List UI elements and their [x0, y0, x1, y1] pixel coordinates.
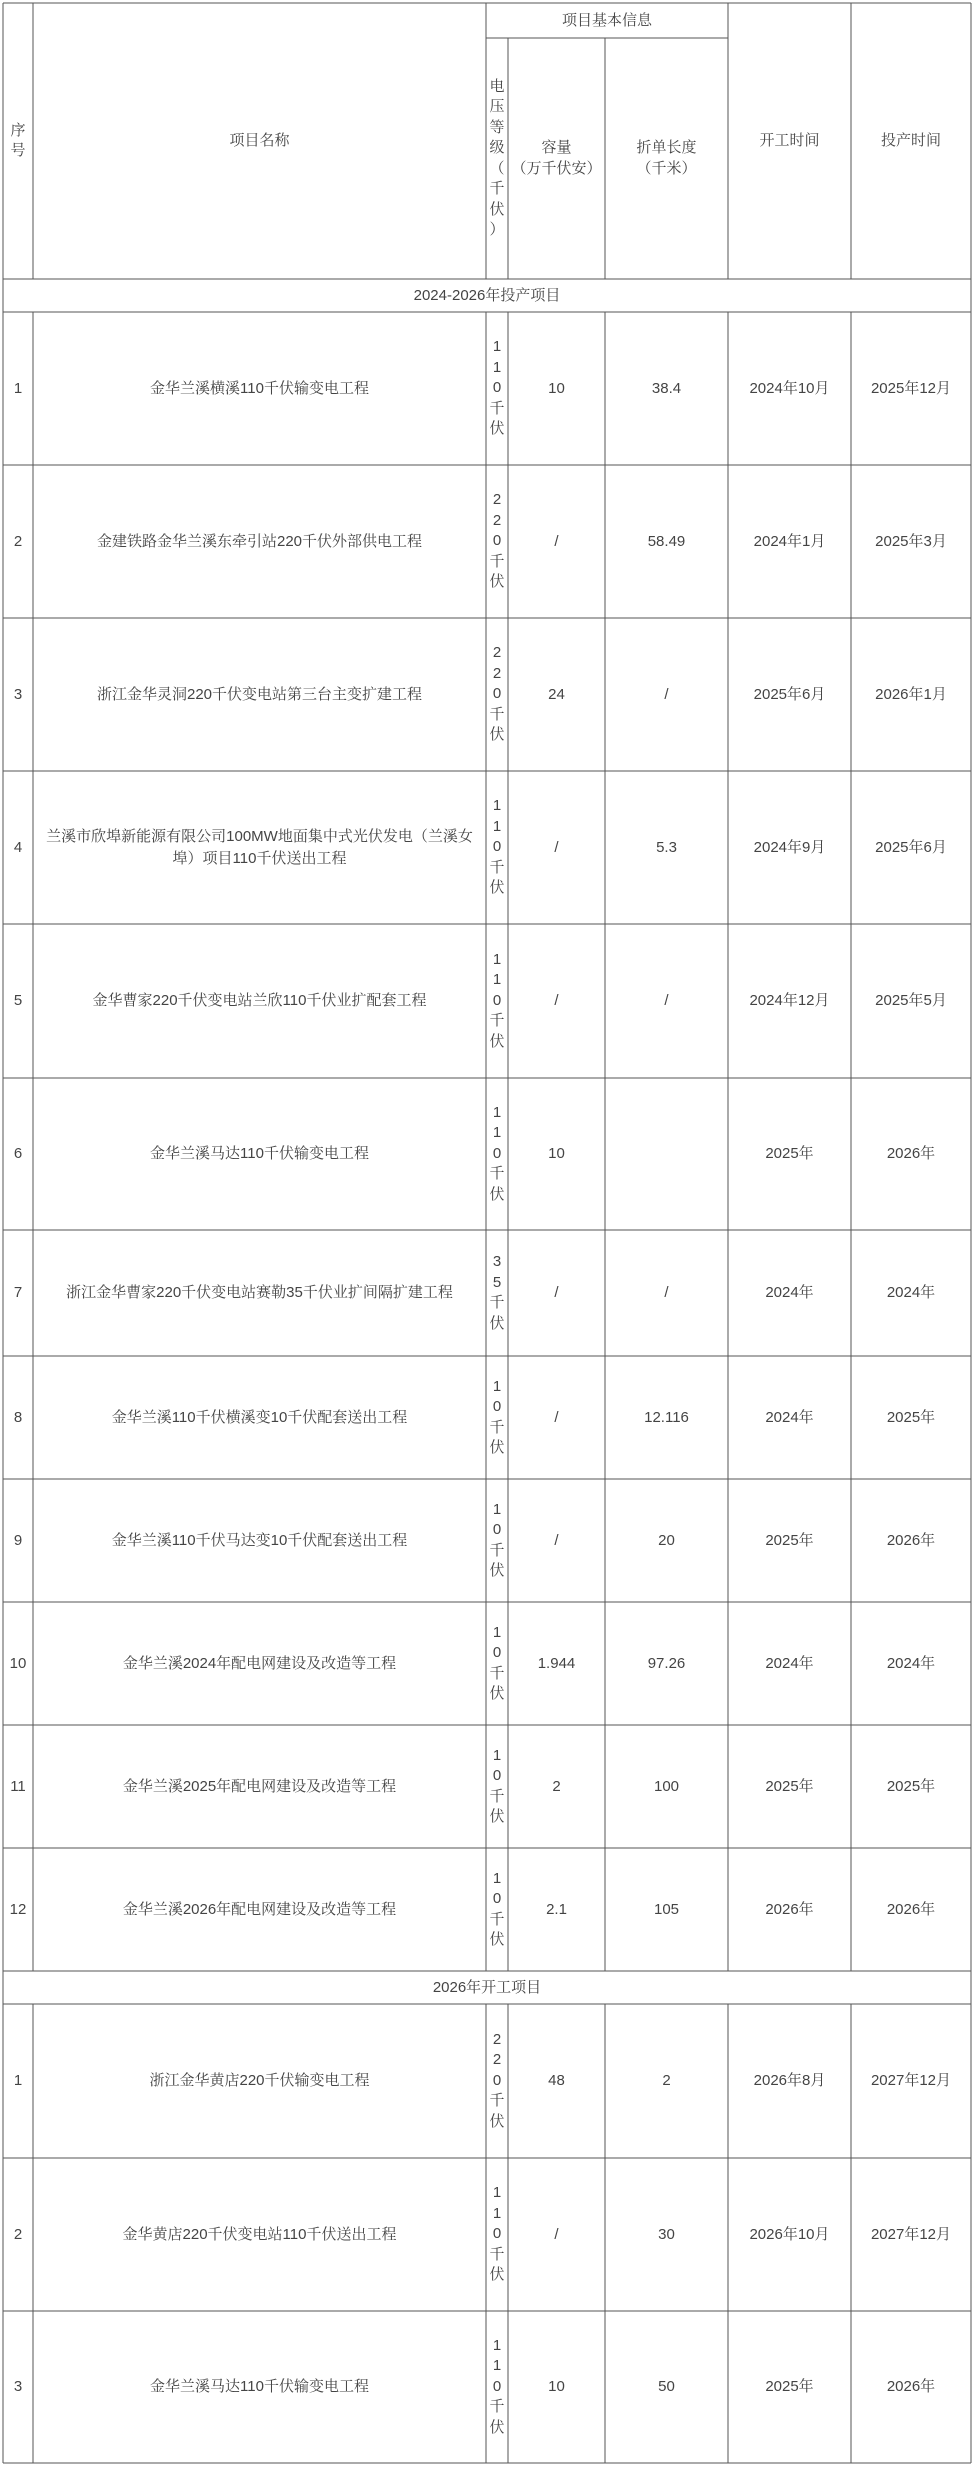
- voltage-level-text-char: 2: [492, 2051, 502, 2069]
- project-name-text: 金华兰溪2024年配电网建设及改造等工程: [122, 1654, 397, 1672]
- commission-time: [851, 924, 971, 1078]
- capacity: [508, 1479, 605, 1602]
- header-length-line1: 折单长度: [636, 139, 697, 156]
- voltage-level-text-char: 伏: [489, 879, 505, 897]
- voltage-level-text-char: 0: [492, 685, 502, 703]
- row-number: [3, 2158, 33, 2311]
- voltage-level: [486, 1479, 508, 1602]
- commission-time: [851, 1356, 971, 1479]
- commission-time: [851, 1230, 971, 1356]
- line-length-text: /: [664, 992, 669, 1009]
- capacity: [508, 771, 605, 924]
- commission-time-text: 2025年12月: [870, 379, 952, 397]
- header-start-text: 开工时间: [759, 132, 820, 149]
- project-name: [33, 2158, 486, 2311]
- voltage-level: [486, 771, 508, 924]
- project-name: [33, 1602, 486, 1725]
- commission-time: [851, 312, 971, 465]
- voltage-level-text-char: 1: [492, 1103, 502, 1121]
- project-name-text: 浙江金华黄店220千伏输变电工程: [149, 2072, 370, 2089]
- capacity-text: /: [554, 992, 559, 1009]
- row-number-text: 1: [13, 379, 23, 397]
- voltage-level-text-char: 伏: [489, 2112, 505, 2130]
- project-name: [33, 1356, 486, 1479]
- project-name: [33, 618, 486, 771]
- start-time: [728, 1356, 851, 1479]
- row-number: [3, 1356, 33, 1479]
- header-capacity-line2: （万千伏安）: [511, 159, 602, 177]
- capacity: [508, 1848, 605, 1971]
- voltage-level-text-char: 1: [492, 338, 502, 356]
- capacity-text: /: [554, 2225, 559, 2243]
- line-length-text: 20: [658, 1531, 675, 1549]
- header-voltage-text-char: 级: [489, 139, 505, 156]
- commission-time: [851, 2311, 971, 2463]
- voltage-level-text-char: 千: [489, 552, 505, 570]
- start-time: [728, 618, 851, 771]
- line-length-text: 12.116: [644, 1408, 689, 1426]
- row-number-text: 3: [13, 2378, 23, 2395]
- header-capacity-line1: 容量: [541, 139, 572, 156]
- voltage-level-text-char: 1: [492, 1869, 502, 1887]
- voltage-level-text-char: 千: [489, 2245, 505, 2263]
- voltage-level-text-char: 1: [492, 2184, 502, 2202]
- start-time-text: 2024年10月: [749, 379, 830, 397]
- capacity-text: /: [554, 838, 559, 856]
- voltage-level-text-char: 2: [492, 664, 502, 682]
- voltage-level: [486, 1230, 508, 1356]
- voltage-level-text-char: 伏: [489, 1808, 505, 1825]
- header-voltage-text-char: 伏: [489, 200, 505, 218]
- start-time-text: 2025年: [765, 1145, 814, 1162]
- voltage-level-text-char: 0: [492, 838, 502, 856]
- line-length: [605, 1356, 728, 1479]
- voltage-level-text-char: 1: [492, 1124, 502, 1142]
- start-time-text: 2026年: [765, 1900, 814, 1918]
- header-voltage-text-char: （: [489, 159, 505, 177]
- header-voltage-text-char: 压: [489, 98, 505, 115]
- project-name-text: 金华兰溪110千伏横溪变10千伏配套送出工程: [111, 1408, 408, 1426]
- header-seq-text-char: 号: [10, 142, 26, 159]
- voltage-level-text-char: 1: [492, 1623, 502, 1641]
- start-time: [728, 771, 851, 924]
- voltage-level-text-char: 伏: [489, 1562, 505, 1579]
- line-length: [605, 1230, 728, 1356]
- capacity: [508, 1230, 605, 1356]
- header-capacity: [508, 38, 605, 279]
- capacity: [508, 924, 605, 1078]
- line-length: [605, 924, 728, 1078]
- line-length-text: 105: [653, 1900, 680, 1918]
- voltage-level-text-char: 1: [492, 1746, 502, 1764]
- voltage-level-text-char: 1: [492, 2336, 502, 2354]
- capacity-text: /: [554, 1408, 559, 1426]
- commission-time-text: 2026年: [886, 1531, 936, 1549]
- commission-time: [851, 1078, 971, 1230]
- header-commission: [851, 3, 971, 279]
- project-name: [33, 465, 486, 618]
- row-number: [3, 618, 33, 771]
- project-name-text: 金华兰溪110千伏马达变10千伏配套送出工程: [111, 1531, 408, 1549]
- voltage-level-text-char: 千: [489, 1294, 505, 1311]
- voltage-level-text-char: 1: [492, 1377, 502, 1395]
- commission-time: [851, 1602, 971, 1725]
- header-start: [728, 3, 851, 279]
- capacity-text: 24: [548, 685, 565, 703]
- voltage-level: [486, 465, 508, 618]
- voltage-level: [486, 2004, 508, 2158]
- voltage-level-text-char: 伏: [489, 726, 505, 744]
- voltage-level: [486, 2311, 508, 2463]
- voltage-level-text-char: 1: [492, 358, 502, 376]
- project-name: [33, 1479, 486, 1602]
- header-voltage-text-char: 等: [489, 118, 505, 136]
- voltage-level-text-char: 2: [492, 511, 502, 529]
- line-length-text: 5.3: [656, 838, 677, 856]
- start-time: [728, 1602, 851, 1725]
- voltage-level-text-char: 0: [492, 2225, 502, 2243]
- start-time-text: 2025年: [765, 1777, 814, 1795]
- project-name-text: 金华黄店220千伏变电站110千伏送出工程: [122, 2225, 397, 2243]
- start-time: [728, 924, 851, 1078]
- commission-time: [851, 1479, 971, 1602]
- voltage-level-text-char: 0: [492, 1521, 502, 1538]
- row-number: [3, 1479, 33, 1602]
- project-name: [33, 312, 486, 465]
- voltage-level-text-char: 千: [489, 399, 505, 417]
- start-time-text: 2024年12月: [749, 992, 830, 1009]
- start-time: [728, 1078, 851, 1230]
- voltage-level-text-char: 伏: [489, 1185, 505, 1203]
- row-number-text: 2: [13, 2225, 23, 2243]
- voltage-level-text-char: 0: [492, 1767, 502, 1784]
- commission-time: [851, 618, 971, 771]
- line-length: [605, 1725, 728, 1848]
- line-length-text: 100: [653, 1777, 680, 1795]
- start-time-text: 2024年: [765, 1284, 814, 1301]
- project-name-text: 浙江金华曹家220千伏变电站赛勒35千伏业扩间隔扩建工程: [66, 1284, 453, 1301]
- voltage-level-text-char: 2: [492, 644, 502, 662]
- line-length-text: 50: [658, 2378, 675, 2395]
- commission-time-text: 2027年12月: [870, 2225, 952, 2243]
- voltage-level-text-char: 1: [492, 971, 502, 989]
- start-time-text: 2025年: [765, 2378, 814, 2395]
- voltage-level-text-char: 伏: [489, 2266, 505, 2284]
- voltage-level-text-char: 1: [492, 2204, 502, 2222]
- voltage-level-text-char: 1: [492, 817, 502, 835]
- voltage-level: [486, 1602, 508, 1725]
- capacity: [508, 465, 605, 618]
- commission-time-text: 2026年1月: [875, 685, 947, 703]
- voltage-level-text-char: 千: [489, 1910, 505, 1928]
- commission-time-text: 2027年12月: [870, 2072, 952, 2089]
- row-number-text: 7: [13, 1284, 23, 1301]
- line-length: [605, 1602, 728, 1725]
- line-length: [605, 1848, 728, 1971]
- start-time-text: 2024年: [765, 1408, 814, 1426]
- header-voltage: [486, 38, 508, 279]
- row-number: [3, 1725, 33, 1848]
- capacity: [508, 1078, 605, 1230]
- voltage-level-text-char: 千: [489, 1418, 505, 1436]
- start-time-text: 2025年6月: [753, 685, 826, 703]
- voltage-level-text-char: 伏: [489, 1314, 505, 1332]
- capacity-text: 10: [548, 379, 565, 397]
- voltage-level: [486, 618, 508, 771]
- capacity-text: 10: [548, 1145, 565, 1162]
- row-number-text: 4: [13, 838, 23, 856]
- start-time-text: 2025年: [765, 1531, 814, 1549]
- capacity: [508, 1725, 605, 1848]
- voltage-level-text-char: 千: [489, 1664, 505, 1682]
- line-length: [605, 2311, 728, 2463]
- project-name-text: 金华兰溪2025年配电网建设及改造等工程: [122, 1777, 397, 1795]
- header-basic-info-text: 项目基本信息: [561, 11, 652, 29]
- capacity-text: 2: [552, 1777, 561, 1795]
- line-length: [605, 312, 728, 465]
- commission-time-text: 2024年: [886, 1654, 936, 1672]
- voltage-level: [486, 312, 508, 465]
- capacity: [508, 1602, 605, 1725]
- project-name: [33, 924, 486, 1078]
- row-number: [3, 2004, 33, 2158]
- row-number-text: 9: [13, 1531, 23, 1549]
- commission-time-text: 2025年: [886, 1777, 936, 1795]
- capacity-text: 48: [548, 2072, 565, 2089]
- voltage-level-text-char: 0: [492, 2377, 502, 2395]
- voltage-level-text-char: 千: [489, 1541, 505, 1559]
- capacity: [508, 618, 605, 771]
- voltage-level-text-char: 1: [492, 950, 502, 968]
- capacity-text: 2.1: [546, 1900, 567, 1918]
- commission-time-text: 2025年6月: [875, 838, 947, 856]
- voltage-level: [486, 1356, 508, 1479]
- voltage-level-text-char: 千: [489, 2092, 505, 2110]
- start-time: [728, 2311, 851, 2463]
- start-time-text: 2026年8月: [753, 2072, 826, 2089]
- start-time-text: 2024年9月: [753, 838, 826, 856]
- row-number-text: 6: [13, 1145, 23, 1162]
- voltage-level-text-char: 0: [492, 1890, 502, 1907]
- voltage-level-text-char: 伏: [489, 573, 505, 591]
- header-length-line2: （千米）: [636, 159, 697, 177]
- commission-time: [851, 2004, 971, 2158]
- commission-time: [851, 2158, 971, 2311]
- row-number: [3, 924, 33, 1078]
- capacity-text: /: [554, 1284, 559, 1301]
- row-number-text: 10: [9, 1654, 27, 1672]
- header-length: [605, 38, 728, 279]
- line-length: [605, 1078, 728, 1230]
- voltage-level: [486, 2158, 508, 2311]
- row-number-text: 12: [9, 1900, 27, 1918]
- header-name-text: 项目名称: [229, 132, 290, 149]
- voltage-level-text-char: 0: [492, 1144, 502, 1162]
- row-number-text: 3: [13, 685, 23, 703]
- row-number: [3, 2311, 33, 2463]
- capacity-text: 10: [548, 2378, 565, 2395]
- project-name-text: 金华曹家220千伏变电站兰欣110千伏业扩配套工程: [92, 992, 427, 1009]
- commission-time: [851, 1848, 971, 1971]
- header-voltage-text-char: 电: [489, 77, 505, 95]
- header-name: [33, 3, 486, 279]
- voltage-level-text-char: 千: [489, 1787, 505, 1805]
- row-number-text: 5: [13, 992, 23, 1009]
- start-time-text: 2024年: [765, 1654, 814, 1672]
- capacity: [508, 2311, 605, 2463]
- voltage-level-text-char: 0: [492, 1398, 502, 1415]
- section-title: [3, 1971, 971, 2004]
- header-voltage-text-char: ）: [489, 221, 505, 238]
- voltage-level-text-char: 0: [492, 991, 502, 1009]
- voltage-level-text-char: 0: [492, 379, 502, 397]
- voltage-level-text-char: 伏: [489, 1685, 505, 1702]
- start-time-text: 2026年10月: [749, 2225, 830, 2243]
- row-number: [3, 1230, 33, 1356]
- project-name-text: 金华兰溪马达110千伏输变电工程: [150, 2378, 369, 2395]
- commission-time-text: 2024年: [886, 1284, 936, 1301]
- row-number-text: 11: [10, 1777, 26, 1795]
- start-time: [728, 1479, 851, 1602]
- line-length: [605, 2158, 728, 2311]
- start-time: [728, 1725, 851, 1848]
- line-length: [605, 2004, 728, 2158]
- row-number: [3, 465, 33, 618]
- header-voltage-text-char: 千: [489, 180, 505, 197]
- project-name-text: 金华兰溪2026年配电网建设及改造等工程: [122, 1900, 397, 1918]
- line-length-text: 58.49: [647, 532, 686, 550]
- line-length: [605, 618, 728, 771]
- header-basic-info: [486, 3, 728, 38]
- row-number: [3, 1848, 33, 1971]
- voltage-level-text-char: 1: [492, 2357, 502, 2375]
- commission-time-text: 2026年: [886, 1900, 936, 1918]
- commission-time: [851, 771, 971, 924]
- voltage-level: [486, 1725, 508, 1848]
- project-name: [33, 771, 486, 924]
- capacity-text: /: [554, 532, 559, 550]
- start-time: [728, 1848, 851, 1971]
- section-title-text: 2026年开工项目: [432, 1978, 542, 1996]
- voltage-level-text-char: 0: [492, 1644, 502, 1661]
- voltage-level-text-char: 千: [489, 1165, 505, 1183]
- voltage-level-text-char: 千: [489, 705, 505, 723]
- start-time: [728, 1230, 851, 1356]
- line-length-text: 30: [658, 2225, 675, 2243]
- row-number: [3, 771, 33, 924]
- line-length-text: 2: [662, 2072, 671, 2089]
- start-time: [728, 2158, 851, 2311]
- commission-time: [851, 1725, 971, 1848]
- voltage-level-text-char: 伏: [489, 420, 505, 438]
- line-length-text: 38.4: [651, 379, 682, 397]
- project-name-text: 兰溪市欣埠新能源有限公司100MW地面集中式光伏发电（兰溪女埠）项目110千伏送出工程: [46, 827, 473, 867]
- line-length-text: /: [664, 1284, 669, 1301]
- project-name: [33, 1078, 486, 1230]
- capacity-text: 1.944: [537, 1654, 576, 1672]
- project-name: [33, 2311, 486, 2463]
- project-name-text: 金建铁路金华兰溪东牵引站220千伏外部供电工程: [96, 532, 423, 550]
- commission-time-text: 2026年: [886, 1145, 936, 1162]
- row-number: [3, 1078, 33, 1230]
- voltage-level-text-char: 1: [492, 797, 502, 815]
- voltage-level-text-char: 0: [492, 532, 502, 550]
- header-seq-text-char: 序: [10, 121, 26, 139]
- project-name-text: 金华兰溪马达110千伏输变电工程: [150, 1145, 369, 1162]
- commission-time-text: 2025年5月: [875, 992, 947, 1009]
- line-length: [605, 771, 728, 924]
- voltage-level-text-char: 伏: [489, 1931, 505, 1948]
- voltage-level-text-char: 千: [489, 858, 505, 876]
- project-name: [33, 1848, 486, 1971]
- capacity-text: /: [554, 1531, 559, 1549]
- row-number-text: 8: [13, 1408, 23, 1426]
- voltage-level-text-char: 千: [489, 2398, 505, 2416]
- voltage-level-text-char: 5: [492, 1273, 502, 1291]
- capacity: [508, 2004, 605, 2158]
- header-seq: [3, 3, 33, 279]
- commission-time: [851, 465, 971, 618]
- commission-time-text: 2025年: [886, 1408, 936, 1426]
- row-number-text: 2: [13, 532, 23, 550]
- capacity: [508, 1356, 605, 1479]
- section-title: [3, 279, 971, 312]
- voltage-level-text-char: 2: [492, 2030, 502, 2048]
- section-title-text: 2024-2026年投产项目: [413, 286, 561, 304]
- start-time: [728, 465, 851, 618]
- header-commission-text: 投产时间: [880, 132, 941, 149]
- start-time-text: 2024年1月: [753, 532, 826, 550]
- start-time: [728, 2004, 851, 2158]
- line-length: [605, 465, 728, 618]
- voltage-level-text-char: 伏: [489, 2418, 505, 2436]
- capacity: [508, 312, 605, 465]
- row-number: [3, 1602, 33, 1725]
- capacity: [508, 2158, 605, 2311]
- voltage-level: [486, 1078, 508, 1230]
- row-number: [3, 312, 33, 465]
- project-name: [33, 1230, 486, 1356]
- start-time: [728, 312, 851, 465]
- voltage-level-text-char: 0: [492, 2071, 502, 2089]
- line-length-text: /: [664, 685, 669, 703]
- voltage-level-text-char: 1: [492, 1500, 502, 1518]
- voltage-level-text-char: 3: [492, 1253, 502, 1270]
- voltage-level-text-char: 2: [492, 491, 502, 509]
- line-length: [605, 1479, 728, 1602]
- project-name-text: 浙江金华灵洞220千伏变电站第三台主变扩建工程: [96, 685, 423, 703]
- project-name: [33, 2004, 486, 2158]
- commission-time-text: 2025年3月: [875, 532, 947, 550]
- voltage-level: [486, 924, 508, 1078]
- voltage-level-text-char: 伏: [489, 1439, 505, 1456]
- voltage-level-text-char: 千: [489, 1012, 505, 1030]
- row-number-text: 1: [13, 2072, 23, 2089]
- commission-time-text: 2026年: [886, 2378, 936, 2395]
- project-name: [33, 1725, 486, 1848]
- project-name-text: 金华兰溪横溪110千伏输变电工程: [150, 379, 369, 397]
- voltage-level: [486, 1848, 508, 1971]
- voltage-level-text-char: 伏: [489, 1032, 505, 1050]
- line-length-text: 97.26: [647, 1654, 686, 1672]
